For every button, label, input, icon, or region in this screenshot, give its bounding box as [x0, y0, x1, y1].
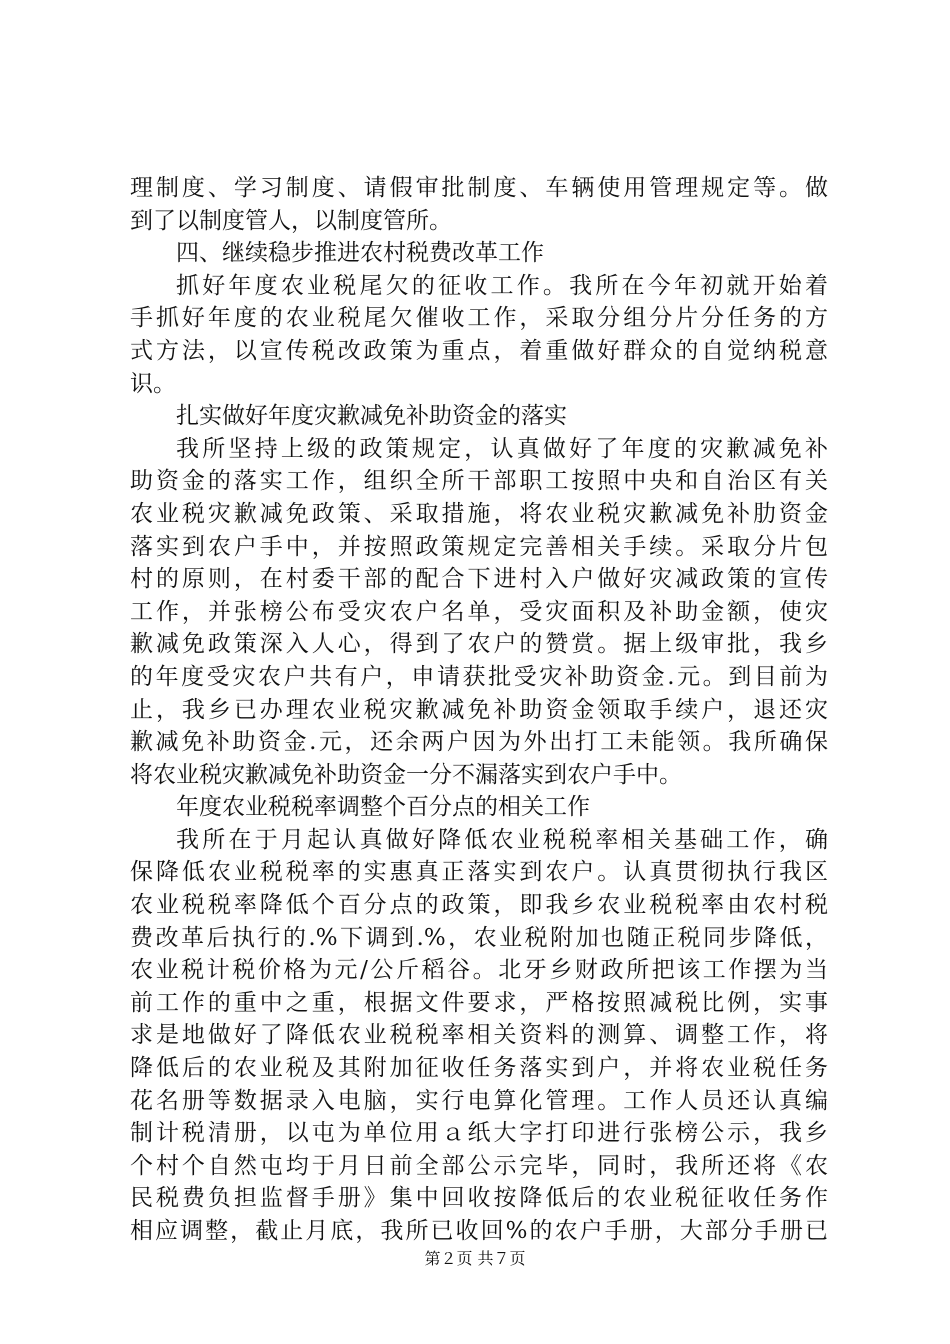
- text-line: 助资金的落实工作，组织全所干部职工按照中央和自治区有关: [130, 468, 828, 495]
- text-line: 落实到农户手中，并按照政策规定完善相关手续。采取分片包: [130, 533, 828, 560]
- text-line: 前工作的重中之重，根据文件要求，严格按照减税比例，实事: [130, 989, 828, 1016]
- text-line: 求是地做好了降低农业税税率相关资料的测算、调整工作，将: [130, 1022, 828, 1049]
- text-line: 个村个自然屯均于月日前全部公示完毕，同时，我所还将《农: [130, 1152, 828, 1179]
- text-line: 我所坚持上级的政策规定，认真做好了年度的灾歉减免补: [176, 435, 828, 462]
- text-line: 式方法，以宣传税改政策为重点，着重做好群众的自觉纳税意: [130, 337, 828, 364]
- text-line: 理制度、学习制度、请假审批制度、车辆使用管理规定等。做: [130, 175, 828, 201]
- text-line: 扎实做好年度灾歉减免补助资金的落实: [176, 403, 567, 430]
- text-line: 我所在于月起认真做好降低农业税税率相关基础工作，确: [176, 826, 828, 853]
- text-line: 手抓好年度的农业税尾欠催收工作，采取分组分片分任务的方: [130, 305, 828, 332]
- text-line: 农业税税率降低个百分点的政策，即我乡农业税税率由农村税: [130, 892, 828, 919]
- page-footer: 第２页 共７页: [424, 1249, 526, 1268]
- text-line: 工作，并张榜公布受灾农户名单，受灾面积及补助金额，使灾: [130, 598, 828, 625]
- text-line: 的年度受灾农户共有户，申请获批受灾补助资金.元。到目前为: [130, 663, 828, 690]
- text-line: 到了以制度管人，以制度管所。: [130, 207, 452, 234]
- text-line: 降低后的农业税及其附加征收任务落实到户，并将农业税任务: [130, 1055, 828, 1082]
- text-line: 将农业税灾歉减免补助资金一分不漏落实到农户手中。: [130, 761, 682, 788]
- text-line: 四、继续稳步推进农村税费改革工作: [176, 240, 544, 267]
- text-line: 相应调整，截止月底，我所已收回%的农户手册，大部分手册已: [130, 1218, 828, 1244]
- document-body: [130, 172, 828, 1248]
- text-line: 花名册等数据录入电脑，实行电算化管理。工作人员还认真编: [130, 1087, 828, 1114]
- text-line: 制计税清册，以屯为单位用ａ纸大字打印进行张榜公示，我乡: [130, 1120, 828, 1147]
- text-line: 抓好年度农业税尾欠的征收工作。我所在今年初就开始着: [176, 272, 828, 299]
- text-line: 费改革后执行的.%下调到.%，农业税附加也随正税同步降低，: [130, 924, 828, 951]
- text-line: 歉减免政策深入人心，得到了农户的赞赏。据上级审批，我乡: [130, 631, 828, 658]
- text-line: 农业税灾歉减免政策、采取措施，将农业税灾歉减免补肋资金: [130, 500, 828, 527]
- text-line: 止，我乡已办理农业税灾歉减免补助资金领取手续户，退还灾: [130, 696, 828, 723]
- text-line: 歉减免补助资金.元，还余两户因为外出打工未能领。我所确保: [130, 729, 828, 756]
- text-line: 村的原则，在村委干部的配合下进村入户做好灾减政策的宣传: [130, 566, 828, 593]
- text-line: 识。: [130, 370, 176, 397]
- text-line: 民税费负担监督手册》集中回收按降低后的农业税征收任务作: [130, 1185, 828, 1212]
- text-line: 保降低农业税税率的实惠真正落实到农户。认真贯彻执行我区: [130, 859, 828, 886]
- text-line: 农业税计税价格为元/公斤稻谷。北牙乡财政所把该工作摆为当: [130, 957, 828, 984]
- text-line: 年度农业税税率调整个百分点的相关工作: [176, 794, 590, 821]
